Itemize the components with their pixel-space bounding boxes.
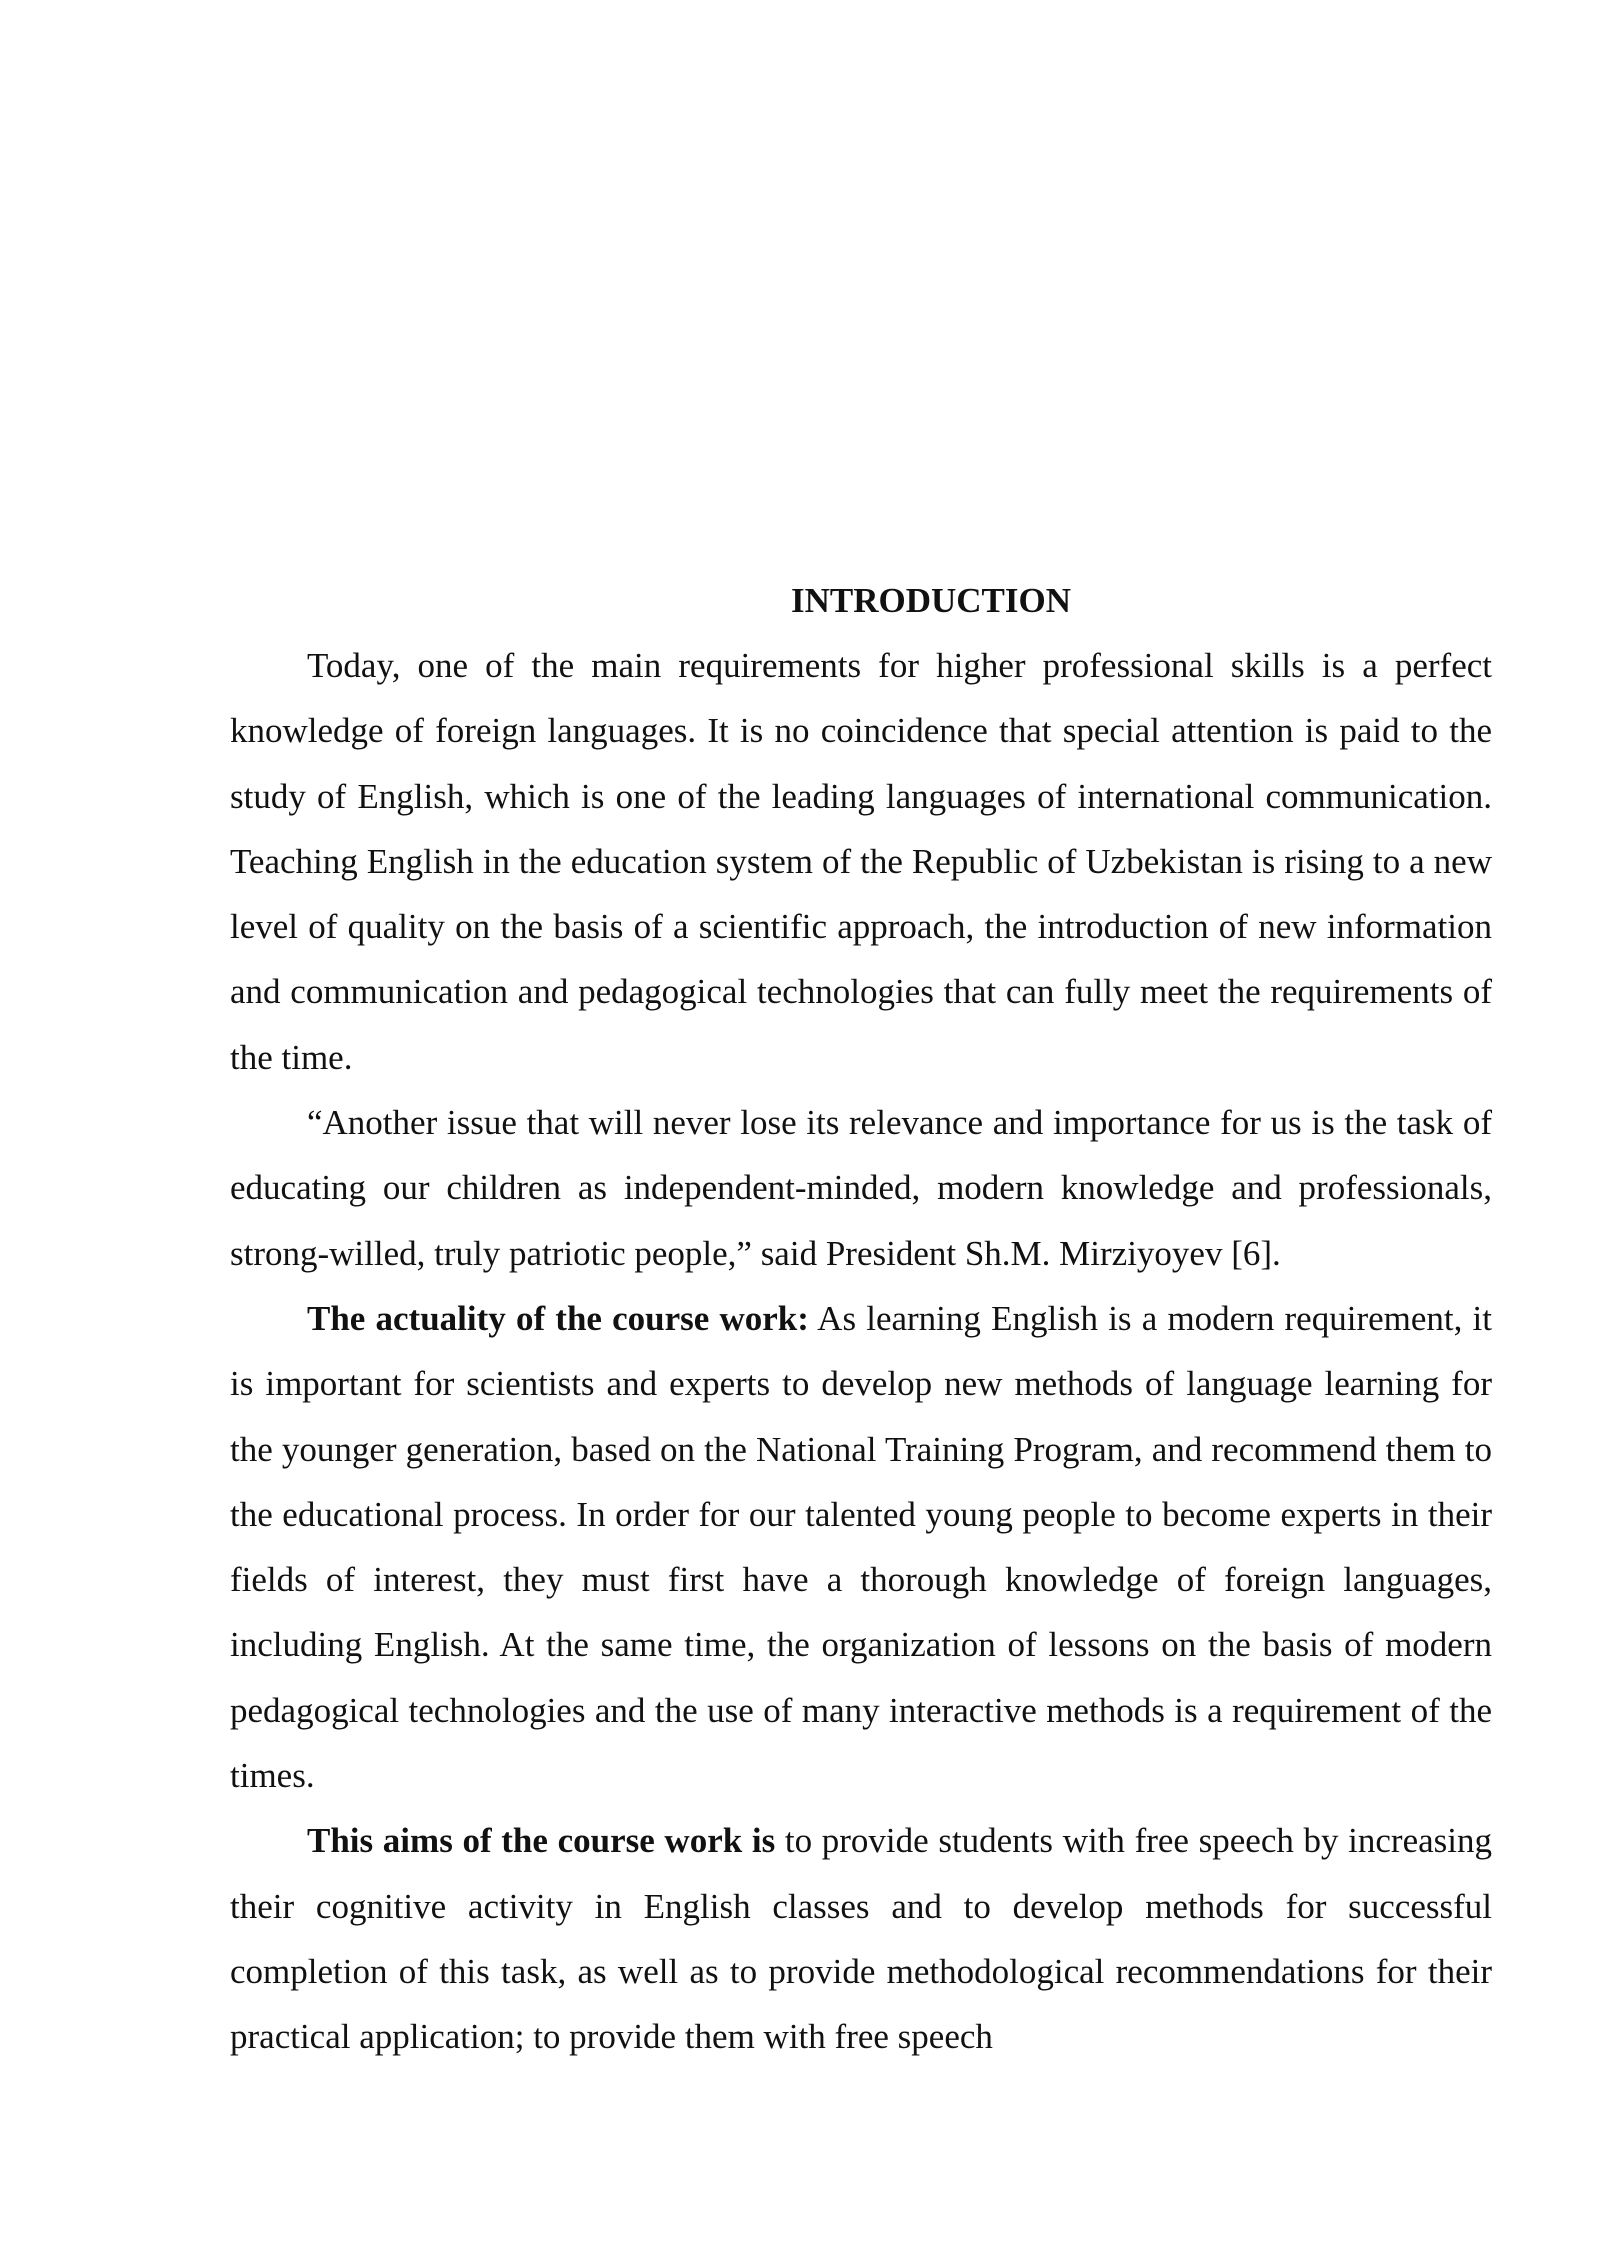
paragraph-2-text: “Another issue that will never lose its relevance and importance for us is the task of educating our children as independent-minded, modern knowledge and professionals, strong-willed, truly patriotic people,” said President Sh.M. Mirziyoyev [6].: [230, 1103, 1492, 1273]
paragraph-3-lead: The actuality of the course work:: [307, 1298, 809, 1338]
paragraph-2: [230, 1090, 1492, 1286]
paragraph-3: [230, 1286, 1492, 1808]
paragraph-4: [230, 1808, 1492, 2069]
paragraph-4-text: to provide students with free speech by increasing their cognitive activity in English classes and to develop methods for successful completion of this task, as well as to provide methodological recommendations for their practical application; to provide them with free speech: [230, 1821, 1492, 2057]
paragraph-3-text: As learning English is a modern requirement, it is important for scientists and experts to develop new methods of language learning for the younger generation, based on the National Training Program, and recommend them to the educational process. In order for our talented young people to become experts in their fields of interest, they must first have a thorough knowledge of foreign languages, including English. At the same time, the organization of lessons on the basis of modern pedagogical technologies and the use of many interactive methods is a requirement of the times.: [230, 1298, 1492, 1796]
paragraph-1: [230, 633, 1492, 1090]
document-body: [230, 568, 1492, 2070]
section-heading: INTRODUCTION: [790, 581, 1072, 620]
paragraph-1-text: Today, one of the main requirements for higher professional skills is a perfect knowledge of foreign languages. It is no coincidence that special attention is paid to the study of English, which is one of the leading languages of international communication. Teaching English in the education system of the Republic of Uzbekistan is rising to a new level of quality on the basis of a scientific approach, the introduction of new information and communication and pedagogical technologies that can fully meet the requirements of the time.: [230, 646, 1492, 1077]
paragraph-4-lead: This aims of the course work is: [307, 1821, 776, 1861]
